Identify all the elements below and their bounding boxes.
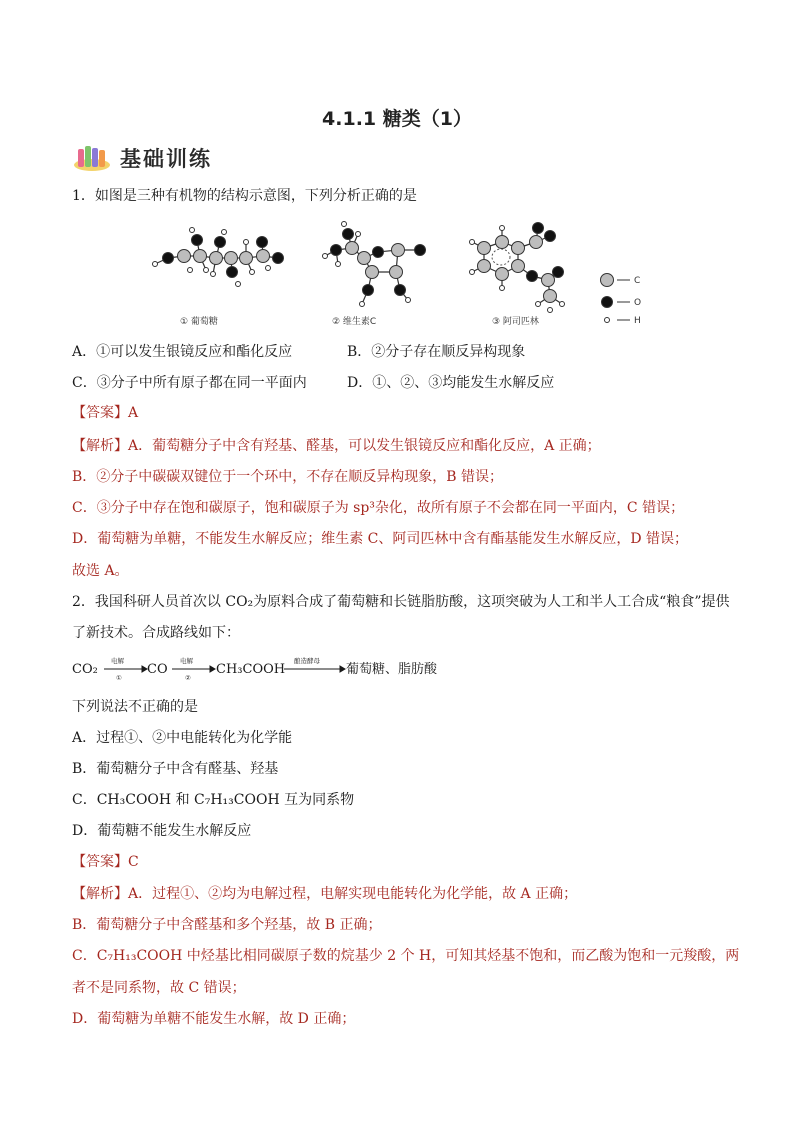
q1-analysis-text-1: A．葡萄糖分子中含有羟基、醛基，可以发生银镜反应和酯化反应，A 正确； (128, 438, 601, 454)
route-arrow-1-top: 电解 (111, 657, 124, 665)
q2-analysis-line-4: 者不是同系物，故 C 错误； (72, 980, 246, 996)
q2-option-c: C．CH₃COOH 和 C₇H₁₃COOH 互为同系物 (72, 792, 355, 808)
page-title: 4.1.1 糖类（1） (322, 108, 472, 130)
q2-prompt: 下列说法不正确的是 (72, 699, 198, 715)
q1-analysis-tag: 【解析】 (72, 438, 128, 454)
route-products: 葡萄糖、脂肪酸 (346, 662, 438, 677)
q2-answer-value: C (128, 854, 139, 870)
q1-option-a: A．①可以发生银镜反应和酯化反应 (72, 344, 293, 360)
q2-option-a: A．过程①、②中电能转化为化学能 (72, 730, 293, 746)
q2-stem-line-1: 2．我国科研人员首次以 CO₂为原料合成了葡萄糖和长链脂肪酸，这项突破为人工和半人工合成“粮食”提供 (72, 594, 730, 610)
section-banner (72, 142, 212, 174)
route-arrow-2-bottom: ② (185, 674, 191, 682)
q1-option-b: B．②分子存在顺反异构现象 (347, 344, 526, 360)
route-arrow-2-top: 电解 (180, 657, 193, 665)
q1-option-c: C．③分子中所有原子都在同一平面内 (72, 375, 307, 391)
q2-analysis-tag: 【解析】 (72, 886, 128, 902)
q2-analysis-line-3: C．C₇H₁₃COOH 中烃基比相同碳原子数的烷基少 2 个 H，可知其烃基不饱和，而乙酸为饱和一元羧酸，两 (72, 948, 740, 964)
legend-oxygen-label: O (634, 298, 642, 308)
legend-hydrogen-label: H (634, 316, 641, 326)
section-banner-text: 基础训练 (120, 147, 212, 171)
route-co2: CO₂ (72, 662, 98, 677)
q1-option-d: D．①、②、③均能发生水解反应 (347, 375, 555, 391)
q2-analysis-line-5: D．葡萄糖为单糖不能发生水解，故 D 正确； (72, 1011, 356, 1027)
figure-label-aspirin: ③ 阿司匹林 (492, 317, 539, 327)
q1-analysis-line-5: 故选 A。 (72, 563, 129, 579)
q1-structure-figure (140, 220, 660, 332)
q1-analysis-line-2: B．②分子中碳碳双键位于一个环中，不存在顺反异构现象，B 错误； (72, 469, 504, 485)
q1-answer-tag: 【答案】 (72, 405, 128, 421)
q1-answer-value: A (128, 405, 139, 421)
pencils-icon (72, 143, 112, 173)
route-co: CO (147, 662, 168, 677)
route-acetic-acid: CH₃COOH (216, 662, 286, 677)
legend-carbon-label: C (634, 276, 641, 286)
q2-synthesis-route (72, 654, 572, 684)
q1-analysis-line-3: C．③分子中存在饱和碳原子，饱和碳原子为 sp³杂化，故所有原子不会都在同一平面内，C 错误； (72, 500, 685, 516)
route-arrow-3-top: 酿造酵母 (294, 657, 320, 665)
q2-stem-line-2: 了新技术。合成路线如下： (72, 625, 240, 641)
q2-answer (72, 852, 732, 872)
q1-analysis-line-4: D．葡萄糖为单糖，不能发生水解反应；维生素 C、阿司匹林中含有酯基能发生水解反应，D 错误； (72, 531, 689, 547)
q2-analysis-line-2: B．葡萄糖分子中含醛基和多个羟基，故 B 正确； (72, 917, 382, 933)
q2-answer-tag: 【答案】 (72, 854, 128, 870)
q1-analysis-line-1 (72, 436, 732, 456)
q2-option-b: B．葡萄糖分子中含有醛基、羟基 (72, 761, 279, 777)
figure-label-vitamin-c: ② 维生素C (332, 317, 377, 327)
q2-analysis-text-1: A．过程①、②均为电解过程，电解实现电能转化为化学能，故 A 正确； (128, 886, 578, 902)
figure-label-glucose: ① 葡萄糖 (180, 317, 218, 327)
q1-answer (72, 403, 732, 423)
q1-stem: 1．如图是三种有机物的结构示意图，下列分析正确的是 (72, 188, 417, 204)
route-arrow-1-bottom: ① (116, 674, 122, 682)
q2-option-d: D．葡萄糖不能发生水解反应 (72, 823, 252, 839)
q2-analysis-line-1 (72, 884, 732, 904)
